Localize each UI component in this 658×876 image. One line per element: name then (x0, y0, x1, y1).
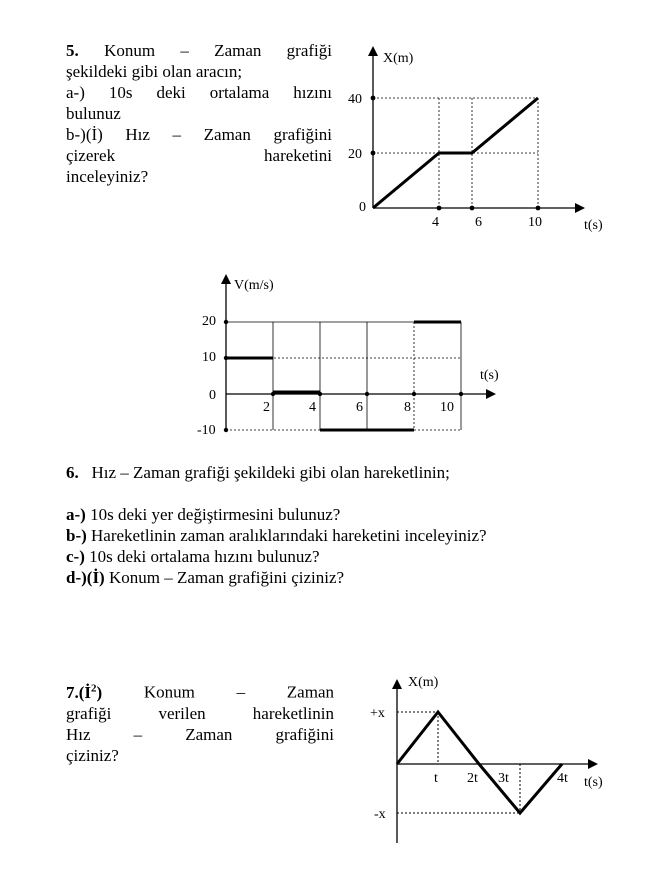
q6-b-text: Hareketlinin zaman aralıklarındaki hareketini inceleyiniz? (91, 526, 487, 545)
vt-graph-grid (226, 322, 461, 430)
q6-intro: Hız – Zaman grafiği şekildeki gibi olan hareketlinin; (91, 463, 450, 482)
vt-graph-xlabel: t(s) (480, 368, 499, 383)
xt-graph-q7-xlabel: t(s) (584, 775, 603, 790)
vt-graph-tick-dot (224, 320, 228, 324)
q5-intro: Konum – Zaman grafiği (104, 41, 333, 60)
vt-graph-ytick-20: 20 (202, 314, 216, 329)
vt-graph-ytick-minus10: -10 (197, 423, 216, 438)
q7-intro: Konum – Zaman (143, 682, 335, 702)
q6-d-label: d-)(İ) (66, 568, 105, 587)
q5-line-2: şekildeki gibi olan aracın; (66, 62, 243, 81)
vt-graph-xtick-8: 8 (404, 400, 411, 415)
q5-part-a-cont: bulunuz (66, 104, 121, 123)
xt-graph-q7-xtick-t: t (434, 771, 438, 786)
q5-part-b-cont-3: inceleyiniz? (66, 167, 149, 186)
vt-graph-tick-dots (224, 320, 463, 432)
vt-graph (197, 276, 499, 438)
xt-graph-q5-tick-dot (437, 206, 442, 211)
xt-graph-q5-tick-dot (371, 151, 376, 156)
q5-part-b-cont-2: hareketini (264, 146, 332, 165)
xt-graph-q5-xlabel: t(s) (584, 218, 603, 233)
xt-graph-q5-ytick-40: 40 (348, 92, 362, 107)
vt-graph-ylabel: V(m/s) (234, 278, 274, 293)
xt-graph-q5-xtick-10: 10 (528, 215, 542, 230)
xt-graph-q7-series-line (397, 712, 562, 813)
q7-line-2: grafiği verilen hareketlinin (66, 703, 334, 723)
q6-c-text: 10s deki ortalama hızını bulunuz? (89, 547, 320, 566)
xt-graph-q5-tick-dot (536, 206, 541, 211)
vt-graph-xtick-6: 6 (356, 400, 363, 415)
q6-c-label: c-) (66, 547, 85, 566)
vt-graph-segments (226, 322, 461, 430)
xt-graph-q5-ytick-20: 20 (348, 147, 362, 162)
xt-graph-q5-tick-dot (470, 206, 475, 211)
q7-number-sup: 2 (91, 682, 97, 694)
xt-graph-q7-ytick-plus-x: +x (370, 706, 385, 721)
q5-part-b-cont-1: çizerek (66, 146, 116, 165)
xt-graph-q7-xtick-4t: 4t (557, 771, 568, 786)
q5-number: 5. (66, 41, 79, 60)
xt-graph-q7-xtick-2t: 2t (467, 771, 478, 786)
q6-d-text: Konum – Zaman grafiğini çiziniz? (108, 568, 345, 587)
xt-graph-q7-ytick-minus-x: -x (374, 807, 386, 822)
vt-graph-tick-dot (459, 392, 463, 396)
xt-graph-q7-xtick-3t: 3t (498, 771, 509, 786)
q7-number-close: ) (96, 682, 103, 702)
xt-graph-q5-xtick-6: 6 (475, 215, 482, 230)
q5-part-b: b-)(İ) Hız – Zaman grafiğini (66, 125, 332, 144)
xt-graph-q5-xtick-4: 4 (432, 215, 439, 230)
q6-number: 6. (66, 463, 79, 482)
q6-a-text: 10s deki yer değiştirmesini bulunuz? (90, 505, 341, 524)
q7-line-4: çiziniz? (66, 745, 119, 765)
vt-graph-xtick-4: 4 (309, 400, 316, 415)
q7-line-3: Hız – Zaman grafiğini (66, 724, 334, 744)
vt-graph-tick-dot (224, 428, 228, 432)
vt-graph-xtick-2: 2 (263, 400, 270, 415)
q7-number-text: 7.(İ (66, 682, 92, 702)
xt-graph-q7-ylabel: X(m) (408, 675, 439, 690)
vt-graph-ytick-10: 10 (202, 350, 216, 365)
vt-graph-tick-dot (365, 392, 369, 396)
xt-graph-q5 (348, 48, 603, 233)
vt-graph-ytick-0: 0 (209, 388, 216, 403)
vt-graph-tick-dot (412, 392, 416, 396)
xt-graph-q7 (370, 675, 603, 843)
q6-b-label: b-) (66, 526, 87, 545)
vt-graph-xtick-10: 10 (440, 400, 454, 415)
q5-part-a: a-) 10s deki ortalama hızını (66, 83, 332, 102)
q6-a-label: a-) (66, 505, 86, 524)
xt-graph-q5-ytick-0: 0 (359, 200, 366, 215)
xt-graph-q5-tick-dot (371, 96, 376, 101)
xt-graph-q5-ylabel: X(m) (383, 51, 414, 66)
